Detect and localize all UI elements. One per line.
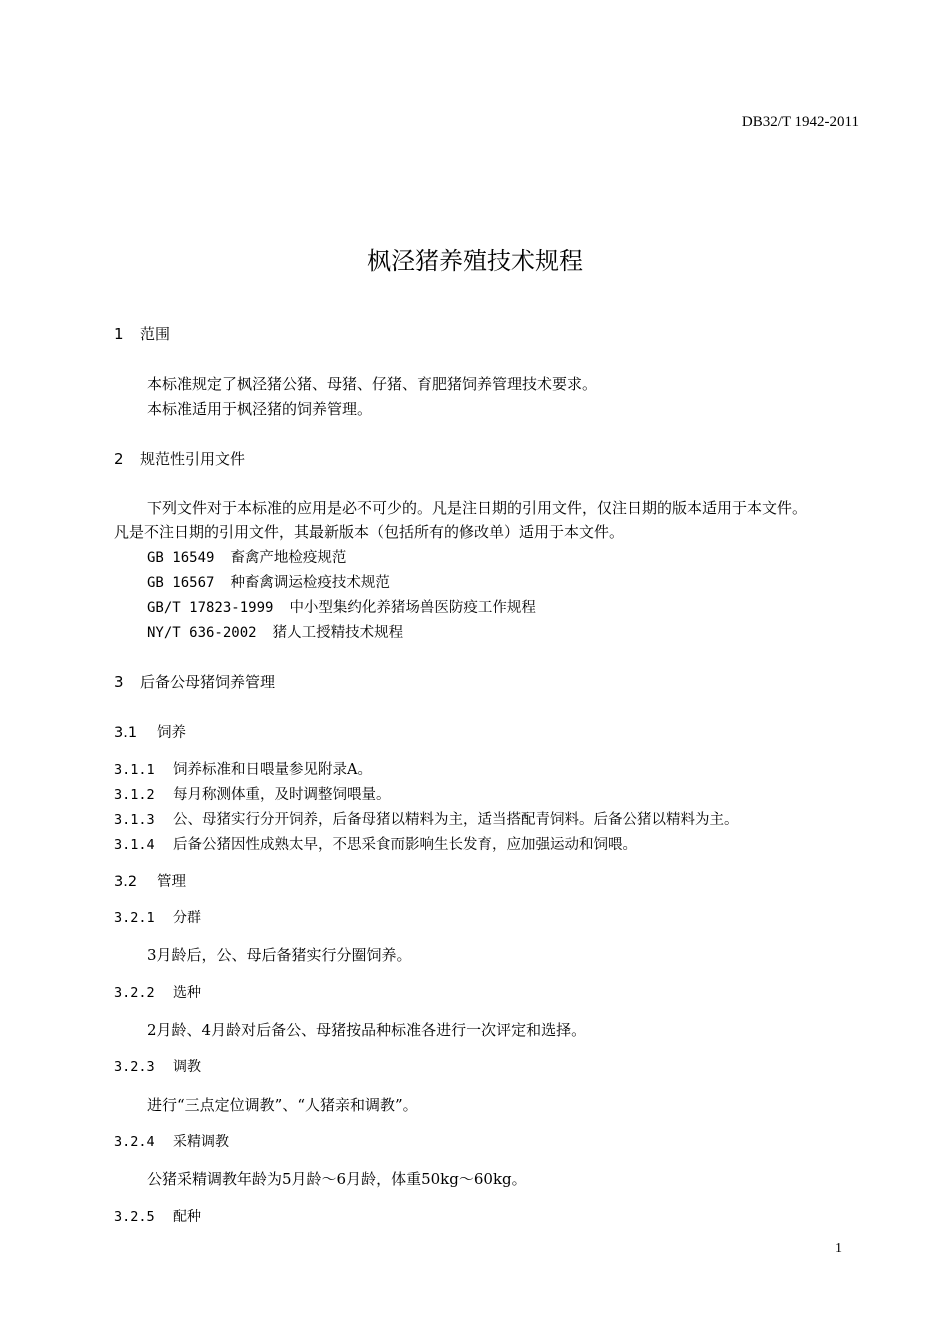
paragraph: 下列文件对于本标准的应用是必不可少的。凡是注日期的引用文件，仅注日期的版本适用于本文件。	[147, 499, 808, 517]
section-3-heading	[114, 671, 275, 692]
clause-3-1-1	[114, 758, 372, 779]
subsection-3-2-1-heading	[114, 907, 201, 927]
subsection-title: 调教	[173, 1059, 201, 1075]
clause-text: 饲养标准和日喂量参见附录A。	[173, 762, 372, 778]
page-number: 1	[835, 1241, 842, 1256]
clause-number: 3.1.1	[114, 762, 155, 778]
subsection-title: 选种	[173, 985, 201, 1001]
clause-3-1-2	[114, 783, 391, 804]
clause-text: 公、母猪实行分开饲养，后备母猪以精料为主，适当搭配青饲料。后备公猪以精料为主。	[173, 812, 739, 828]
paragraph: 2月龄、4月龄对后备公、母猪按品种标准各进行一次评定和选择。	[147, 1021, 587, 1039]
clause-3-1-3	[114, 808, 739, 829]
reference-code: GB 16549	[147, 550, 215, 566]
paragraph: 3月龄后，公、母后备猪实行分圈饲养。	[147, 946, 412, 964]
subsection-number: 3.2.3	[114, 1059, 155, 1075]
reference-code: GB/T 17823-1999	[147, 600, 274, 616]
reference-code: GB 16567	[147, 575, 215, 591]
subsection-3-2-heading	[114, 870, 186, 891]
reference-title: 种畜禽调运检疫技术规范	[230, 575, 390, 591]
clause-number: 3.1.2	[114, 787, 155, 803]
section-2-heading	[114, 448, 245, 469]
subsection-title: 配种	[173, 1209, 201, 1225]
reference-code: NY/T 636-2002	[147, 625, 257, 641]
subsection-number: 3.2.2	[114, 985, 155, 1001]
normative-reference	[147, 621, 403, 642]
subsection-number: 3.1	[114, 725, 138, 741]
subsection-number: 3.2.4	[114, 1134, 155, 1150]
subsection-number: 3.2	[114, 874, 138, 890]
subsection-3-2-4-heading	[114, 1131, 229, 1151]
subsection-3-2-3-heading	[114, 1056, 201, 1076]
subsection-title: 采精调教	[173, 1134, 229, 1150]
reference-title: 畜禽产地检疫规范	[230, 550, 347, 566]
document-title: 枫泾猪养殖技术规程	[367, 247, 583, 275]
section-title: 后备公母猪饲养管理	[140, 673, 276, 691]
clause-text: 每月称测体重，及时调整饲喂量。	[173, 787, 391, 803]
clause-number: 3.1.4	[114, 837, 155, 853]
normative-reference	[147, 571, 390, 592]
section-number: 1	[114, 325, 124, 343]
paragraph: 进行“三点定位调教”、“人猪亲和调教”。	[147, 1096, 418, 1114]
reference-title: 中小型集约化养猪场兽医防疫工作规程	[289, 600, 536, 616]
paragraph: 本标准规定了枫泾猪公猪、母猪、仔猪、育肥猪饲养管理技术要求。	[147, 375, 598, 393]
section-title: 范围	[140, 325, 171, 343]
subsection-number: 3.2.1	[114, 910, 155, 926]
paragraph: 凡是不注日期的引用文件，其最新版本（包括所有的修改单）适用于本文件。	[114, 523, 625, 541]
document-code: DB32/T 1942-2011	[741, 114, 859, 130]
clause-number: 3.1.3	[114, 812, 155, 828]
subsection-title: 管理	[157, 874, 186, 890]
normative-reference	[147, 596, 536, 617]
subsection-3-1-heading	[114, 721, 186, 742]
subsection-number: 3.2.5	[114, 1209, 155, 1225]
paragraph: 本标准适用于枫泾猪的饲养管理。	[147, 400, 373, 418]
normative-reference	[147, 546, 346, 567]
clause-text: 后备公猪因性成熟太早，不思采食而影响生长发育，应加强运动和饲喂。	[173, 837, 637, 853]
subsection-title: 分群	[173, 910, 201, 926]
section-title: 规范性引用文件	[140, 450, 246, 468]
section-number: 2	[114, 450, 124, 468]
reference-title: 猪人工授精技术规程	[272, 625, 404, 641]
paragraph: 公猪采精调教年龄为5月龄～6月龄，体重50kg～60kg。	[147, 1170, 527, 1188]
section-1-heading	[114, 323, 170, 344]
subsection-title: 饲养	[157, 725, 186, 741]
subsection-3-2-5-heading	[114, 1206, 201, 1226]
clause-3-1-4	[114, 833, 637, 854]
section-number: 3	[114, 673, 124, 691]
subsection-3-2-2-heading	[114, 982, 201, 1002]
